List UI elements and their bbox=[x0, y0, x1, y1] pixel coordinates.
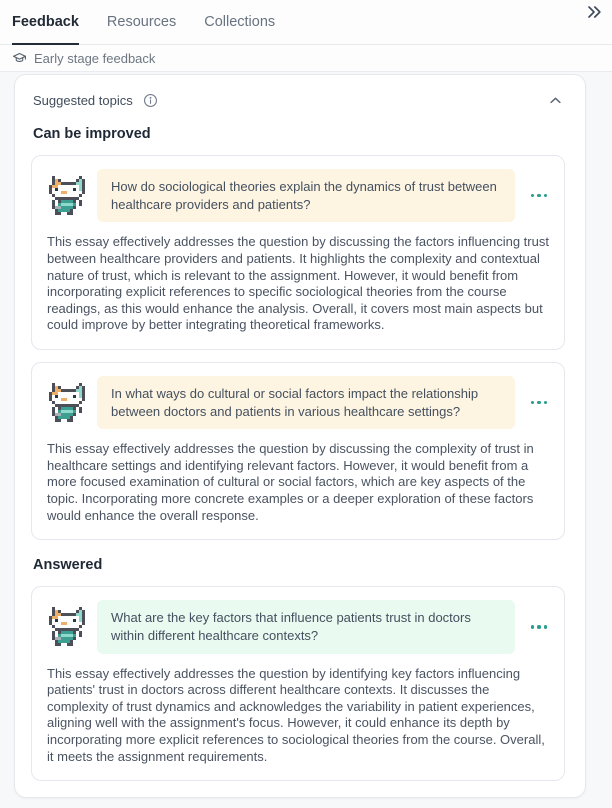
ellipsis-menu-icon[interactable] bbox=[529, 621, 550, 633]
section-answered bbox=[31, 557, 565, 781]
feedback-text: This essay effectively addresses the question by discussing the complexity of trust in healthcare settings and identifying relevant factors. However, it would benefit from a more focused examination of cultural or social factors, which are key aspects of the topic. Incorporating more concrete examples or a deeper exploration of these factors would enhance the overall response. bbox=[47, 441, 534, 523]
section-heading: Can be improved bbox=[33, 126, 151, 142]
topic-card bbox=[31, 155, 565, 350]
pixel-cat-avatar bbox=[47, 176, 87, 215]
feedback-stage-label: Early stage feedback bbox=[34, 50, 156, 66]
content-area bbox=[0, 72, 612, 798]
topic-question: In what ways do cultural or social factors impact the relationship between doctors and patients in various healthcare settings? bbox=[97, 376, 515, 429]
tab-feedback[interactable]: Feedback bbox=[12, 0, 79, 45]
tab-collections[interactable]: Collections bbox=[204, 0, 275, 45]
ellipsis-menu-icon[interactable] bbox=[529, 397, 550, 409]
topic-question: How do sociological theories explain the dynamics of trust between healthcare providers and patients? bbox=[97, 169, 515, 222]
topic-question: What are the key factors that influence patients trust in doctors within different healthcare contexts? bbox=[97, 600, 515, 653]
double-chevron-right-icon[interactable] bbox=[582, 0, 606, 24]
panel-header bbox=[31, 91, 565, 110]
panel-title: Suggested topics bbox=[33, 93, 133, 108]
topic-card bbox=[31, 586, 565, 781]
chevron-up-icon[interactable] bbox=[546, 91, 565, 110]
tab-bar bbox=[0, 0, 612, 45]
feedback-text: This essay effectively addresses the question by discussing the factors influencing trust between healthcare providers and patients. It highlights the complexity and contextual nature of trust, which is relevant to the assignment. However, it would benefit from incorporating explicit references to specific sociological theories from the course readings, as this would enhance the analysis. Overall, it covers most main aspects but could improve by better integrating theoretical frameworks. bbox=[47, 234, 549, 333]
graduation-cap-icon bbox=[12, 51, 27, 66]
feedback-stage-row bbox=[0, 45, 612, 71]
section-heading: Answered bbox=[33, 557, 103, 574]
suggested-topics-panel bbox=[14, 74, 586, 798]
topic-card bbox=[31, 362, 565, 540]
feedback-text: This essay effectively addresses the question by identifying key factors influencing patients' trust in doctors across different healthcare contexts. It discusses the complexity of trust dynamics and acknowledges the variability in patient experiences, aligning well with the assignment's focus. However, it could enhance its depth by incorporating more explicit references to sociological theories from the course. Overall, it meets the assignment requirements. bbox=[47, 665, 545, 764]
ellipsis-menu-icon[interactable] bbox=[529, 190, 550, 202]
page-header bbox=[0, 0, 612, 72]
pixel-cat-avatar bbox=[47, 607, 87, 646]
tab-resources[interactable]: Resources bbox=[107, 0, 176, 45]
info-circle-icon[interactable] bbox=[141, 91, 160, 110]
section-can-be-improved bbox=[31, 126, 565, 540]
pixel-cat-avatar bbox=[47, 383, 87, 422]
